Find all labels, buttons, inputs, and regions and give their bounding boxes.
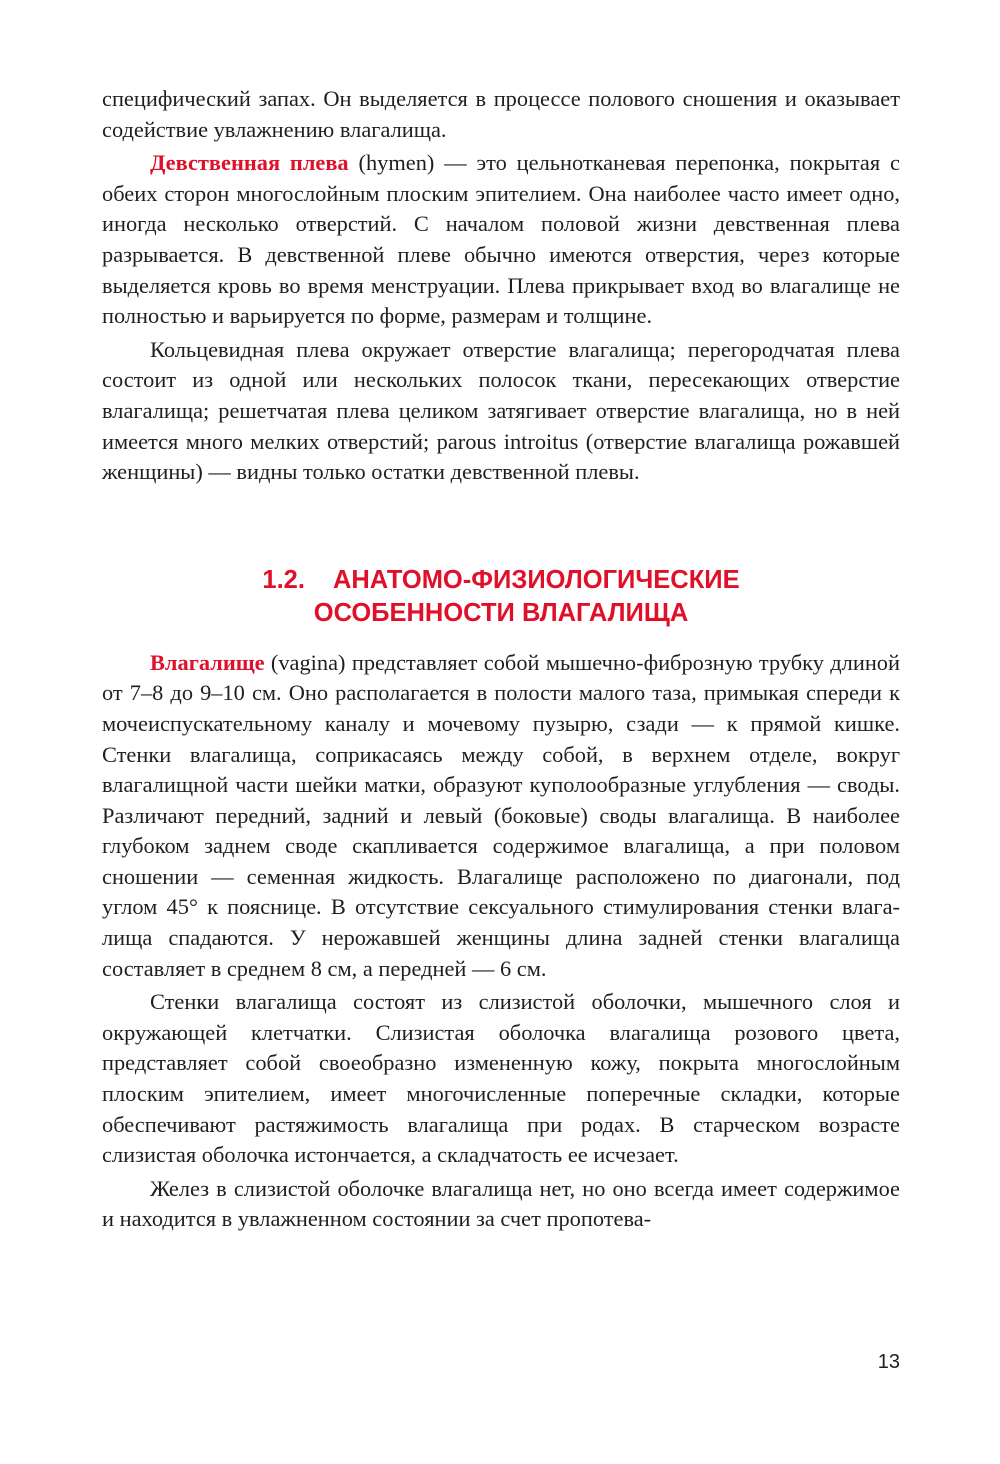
paragraph-vagina-text: (vagina) представляет собой мышечно-фиброзную трубку длиной от 7–8 до 9–10 см. Оно располагается в полости малого таза, примыкая спереди к мочеиспускательному каналу и мочевому пузырю, сзади — к прямой кишке. Стенки влагалища, соприкасаясь между собой, в верхнем отделе, вокруг влагалищной части шейки матки, образуют куполообразные углубления — своды. Различают передний, задний и левый (боковые) своды влагалища. В наиболее глубоком заднем своде скапливается содержимое влагалища, а при половом сношении — семенная жидкость. Влагалище расположено по диагонали, под углом 45° к пояснице. В отсутствие сексуального стимулирования стенки влагалища спадаются. У нерожавшей женщины длина задней стенки влагалища составляет в среднем 8 см, а передней — 6 см. — [102, 649, 900, 981]
paragraph-hymen — [102, 148, 900, 332]
section-title-line2: ОСОБЕННОСТИ ВЛАГАЛИЩА — [313, 598, 689, 627]
paragraph-vagina-walls: Стенки влагалища состоят из слизистой оболочки, мышечного слоя и окружающей клетчатки. Слизистая оболочка влагалища розового цвета, представляет собой своеобразно измененную кожу, покрыта многослойным плоским эпителием, имеет многочисленные поперечные складки, которые обеспечивают растяжимость влагалища при родах. В старческом возрасте слизистая оболочка истончается, а складчатость ее исчезает. — [102, 989, 900, 1168]
paragraph-vagina-glands: Желез в слизистой оболочке влагалища нет, но оно всегда имеет содержимое и находится в увлажненном состоянии за счет пропотева- — [102, 1175, 900, 1232]
section-title-line1: АНАТОМО-ФИЗИОЛОГИЧЕСКИЕ — [332, 565, 740, 594]
term-vagina: Влагалище — [150, 649, 265, 675]
paragraph-vagina — [102, 648, 900, 985]
paragraph-continuation: специфический запах. Он выделяется в процессе полового сношения и оказывает содействие увлажнению влагалища. — [102, 86, 900, 142]
paragraph-hymen-types: Кольцевидная плева окружает отверстие влагалища; перегородчатая плева состоит из одной или нескольких полосок ткани, пересекающих отверстие влагалища; решетчатая плева целиком затягивает отверстие влагалища, но в ней имеется много мелких отверстий; parous introitus (отверстие влагалища рожавшей женщины) — видны только остатки девственной плевы. — [102, 336, 900, 485]
section-heading-line1 — [102, 564, 900, 597]
section-heading — [102, 564, 900, 630]
term-hymen: Девственная плева — [150, 150, 349, 176]
page-body — [102, 84, 900, 1235]
paragraph-hymen-text: (hymen) — это цельнотканевая перепонка, покрытая с обеих сторон многослойным плоским эпителием. Она наиболее часто имеет одно, иногда несколько отверстий. С началом половой жизни девственная плева разрывается. В девственной плеве обычно имеются отверстия, через которые выделяется кровь во время менструации. Плева прикрывает вход во влагалище не полностью и варьируется по форме, размерам и толщине. — [102, 150, 900, 329]
page-number: 13 — [877, 1351, 900, 1373]
section-number: 1.2. — [262, 565, 305, 594]
